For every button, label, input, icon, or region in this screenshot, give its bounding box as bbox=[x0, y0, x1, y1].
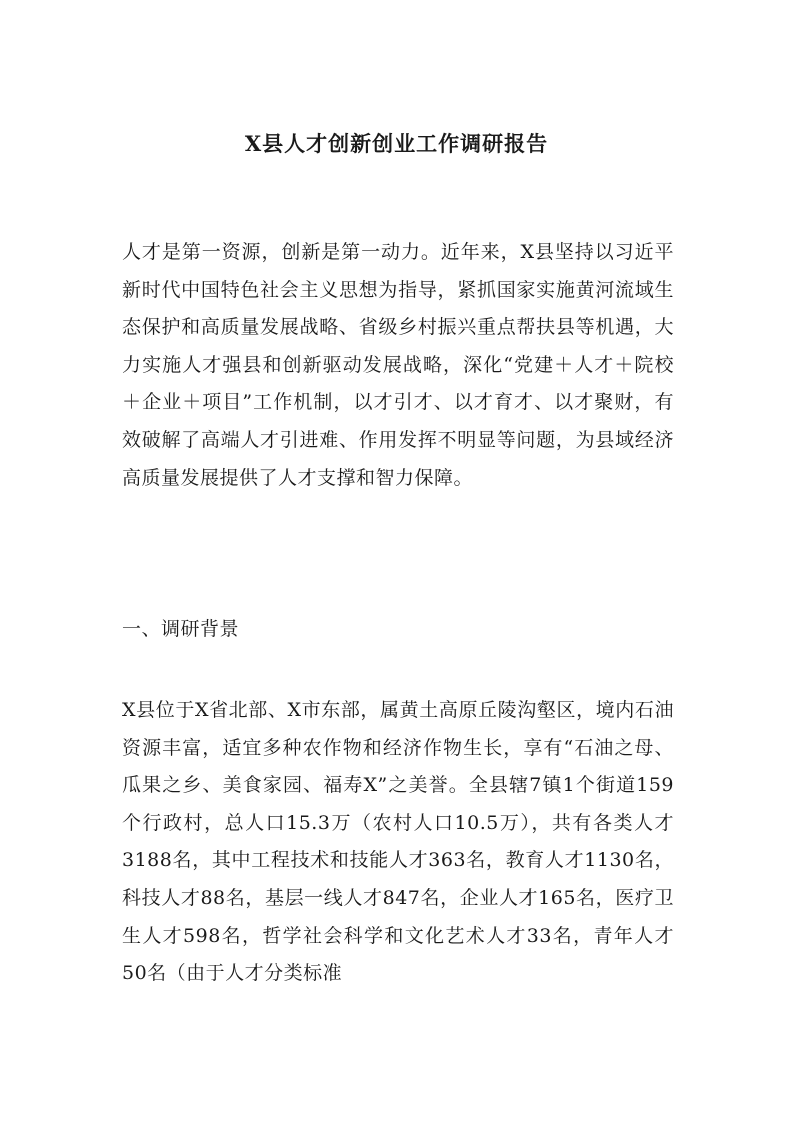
section-heading: 一、调研背景 bbox=[122, 618, 240, 640]
intro-paragraph: 人才是第一资源，创新是第一动力。近年来，X县坚持以习近平新时代中国特色社会主义思想为指导，紧抓国家实施黄河流域生态保护和高质量发展战略、省级乡村振兴重点帮扶县等机遇，大力实施人才强县和创新驱动发展战略，深化“党建＋人才＋院校＋企业＋项目”工作机制，以才引才、以才育才、以才聚财，有效破解了高端人才引进难、作用发挥不明显等问题，为县域经济高质量发展提供了人才支撑和智力保障。 bbox=[122, 241, 674, 489]
document-title: X县人才创新创业工作调研报告 bbox=[244, 131, 549, 156]
background-paragraph: X县位于X省北部、X市东部，属黄土高原丘陵沟壑区，境内石油资源丰富，适宜多种农作物和经济作物生长，享有“石油之母、瓜果之乡、美食家园、福寿X”之美誉。全县辖7镇1个街道159个行政村，总人口15.3万（农村人口10.5万），共有各类人才3188名，其中工程技术和技能人才363名，教育人才1130名，科技人才88名，基层一线人才847名，企业人才165名，医疗卫生人才598名，哲学社会科学和文化艺术人才33名，青年人才50名（由于人才分类标准 bbox=[122, 699, 674, 985]
